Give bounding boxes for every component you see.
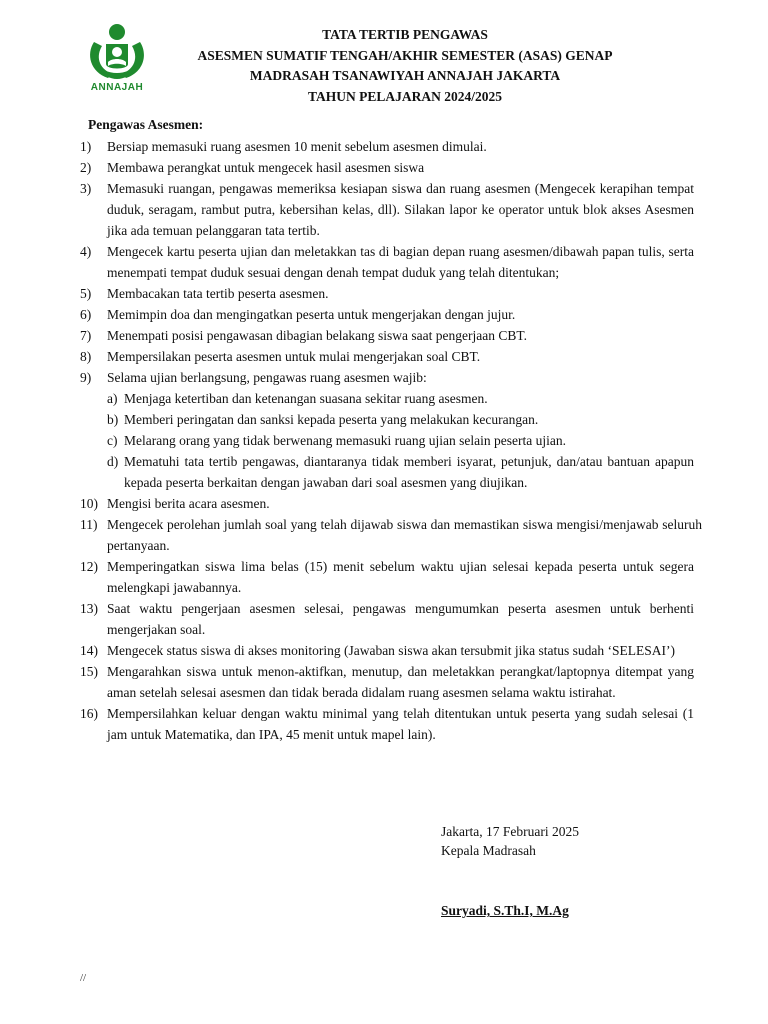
document-header [150,25,660,107]
list-number: 2) [80,160,92,175]
list-number: 8) [80,349,92,364]
list-item [80,367,694,388]
list-number: 6) [80,307,92,322]
list-text: Mengecek status siswa di akses monitoring (Jawaban siswa akan tersubmit jika status sudah ‘SELESAI’) [107,643,676,658]
signature-place-date: Jakarta, 17 Februari 2025 [441,824,579,839]
list-item [80,640,694,661]
annajah-logo-icon [82,22,152,84]
sub-list-item [107,430,694,451]
list-item [80,157,694,178]
list-text: Selama ujian berlangsung, pengawas ruang asesmen wajib: [107,370,427,385]
sub-list-item [107,388,694,409]
list-item [80,346,694,367]
list-item [80,556,694,598]
list-text: Memasuki ruangan, pengawas memeriksa kesiapan siswa dan ruang asesmen (Mengecek kerapihan tempat duduk, seragam, rambut putra, kebersihan kelas, dll). Silakan lapor ke operator untuk blok akses Asesmen jika ada temuan pelanggaran tata tertib. [107,181,694,238]
list-item [80,325,694,346]
list-text: Mengarahkan siswa untuk menon-aktifkan, menutup, dan meletakkan perangkat/laptopnya ditempat yang aman setelah selesai asesmen dan tidak berada didalam ruang asesmen selama waktu istirahat. [107,664,694,700]
list-text: Membacakan tata tertib peserta asesmen. [107,286,329,301]
list-number: 3) [80,181,92,196]
list-number: 11) [80,517,98,532]
list-text: Mempersilakan peserta asesmen untuk mulai mengerjakan soal CBT. [107,349,481,364]
list-item [80,178,694,241]
list-text: Mempersilahkan keluar dengan waktu minimal yang telah ditentukan untuk peserta yang sudah selesai (1 jam untuk Matematika, dan IPA, 45 menit untuk mapel lain). [107,706,694,742]
list-number: 9) [80,370,92,385]
list-text: Memimpin doa dan mengingatkan peserta untuk mengerjakan dengan jujur. [107,307,516,322]
list-text: Mengisi berita acara asesmen. [107,496,270,511]
list-text: Saat waktu pengerjaan asesmen selesai, pengawas mengumumkan peserta asesmen untuk berhenti mengerjakan soal. [107,601,694,637]
sub-list-text: Menjaga ketertiban dan ketenangan suasana sekitar ruang asesmen. [124,391,488,406]
signature-position: Kepala Madrasah [441,843,536,858]
header-academic-year: TAHUN PELAJARAN 2024/2025 [307,88,502,104]
list-item [80,493,694,514]
list-text: Menempati posisi pengawasan dibagian belakang siswa saat pengerjaan CBT. [107,328,528,343]
list-text: Bersiap memasuki ruang asesmen 10 menit sebelum asesmen dimulai. [107,139,487,154]
list-text: Membawa perangkat untuk mengecek hasil asesmen siswa [107,160,425,175]
list-item [80,514,702,556]
sub-list-text: Memberi peringatan dan sanksi kepada peserta yang melakukan kecurangan. [124,412,539,427]
list-number: 1) [80,139,92,154]
header-exam-name: ASESMEN SUMATIF TENGAH/AKHIR SEMESTER (ASAS) GENAP [197,47,613,63]
list-item [80,241,694,283]
list-item [80,703,694,745]
section-title: Pengawas Asesmen: [88,117,204,132]
list-number: 16) [80,706,98,721]
list-item [80,598,694,640]
list-text: Memperingatkan siswa lima belas (15) menit sebelum waktu ujian selesai kepada peserta untuk segera melengkapi jawabannya. [107,559,694,595]
sub-list-item [107,409,694,430]
rules-list [80,136,702,745]
logo-text: ANNAJAH [90,82,144,93]
list-text: Mengecek perolehan jumlah soal yang telah dijawab siswa dan memastikan siswa mengisi/menjawab seluruh pertanyaan. [107,517,702,553]
list-number: 4) [80,244,92,259]
header-school-name: MADRASAH TSANAWIYAH ANNAJAH JAKARTA [249,68,561,83]
annajah-logo [82,22,152,100]
signatory-name: Suryadi, S.Th.I, M.Ag [441,903,569,918]
sub-list-letter: d) [107,454,119,469]
list-number: 12) [80,559,98,574]
list-number: 5) [80,286,92,301]
sub-list-item [107,451,694,493]
list-number: 14) [80,643,98,658]
list-number: 15) [80,664,98,679]
sub-list-text: Mematuhi tata tertib pengawas, diantaranya tidak memberi isyarat, petunjuk, dan/atau bantuan apapun kepada peserta berkaitan dengan jawaban dari soal asesmen yang diujikan. [124,454,694,490]
list-number: 13) [80,601,98,616]
list-number: 7) [80,328,92,343]
list-text: Mengecek kartu peserta ujian dan meletakkan tas di bagian depan ruang asesmen/dibawah papan tulis, serta menempati tempat duduk sesuai dengan denah tempat duduk yang telah ditentukan; [107,244,694,280]
sub-list-letter: c) [107,433,118,448]
list-number: 10) [80,496,98,511]
sub-list-letter: a) [107,391,118,406]
sub-list-text: Melarang orang yang tidak berwenang memasuki ruang ujian selain peserta ujian. [124,433,566,448]
list-item [80,283,694,304]
signature-block [441,822,579,860]
list-item [80,136,694,157]
list-item [80,661,694,703]
list-item [80,304,694,325]
header-title: TATA TERTIB PENGAWAS [322,27,488,42]
sub-list-letter: b) [107,412,119,427]
footer-mark: // [80,972,87,984]
